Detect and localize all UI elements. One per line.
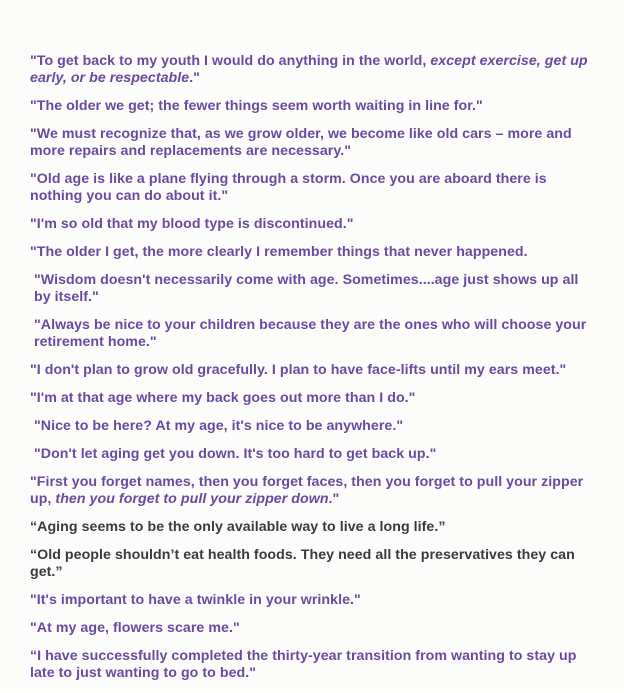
quote-text: "The older I get, the more clearly I remember things that never happened. [30, 244, 528, 260]
quote-text: "I'm at that age where my back goes out more than I do." [30, 390, 416, 406]
quote-item [30, 53, 596, 87]
quote-text: "I don't plan to grow old gracefully. I plan to have face-lifts until my ears meet." [30, 362, 567, 378]
quote-text: "Nice to be here? At my age, it's nice to be anywhere." [34, 418, 404, 434]
quote-item [30, 592, 596, 609]
quote-text: “Aging seems to be the only available way to live a long life.” [30, 519, 446, 535]
quote-text: “Old people shouldn’t eat health foods. They need all the preservatives they can get.” [30, 547, 575, 580]
quote-item [30, 418, 596, 435]
quote-item [30, 171, 596, 205]
quote-item [30, 620, 596, 637]
quote-text: "First you forget names, then you forget faces, then you forget to pull your zipper up, [30, 474, 584, 507]
quote-item [30, 98, 596, 115]
quote-text: "At my age, flowers scare me." [30, 620, 240, 636]
quote-text: "To get back to my youth I would do anything in the world, [30, 53, 431, 69]
quote-tail: ." [328, 491, 340, 507]
quote-text: "Old age is like a plane flying through a storm. Once you are aboard there is nothing you can do about it." [30, 171, 547, 204]
quote-text: "Wisdom doesn't necessarily come with age. Sometimes....age just shows up all by itself." [34, 272, 579, 305]
quote-text: “I have successfully completed the thirty-year transition from wanting to stay up late to just wanting to go to bed." [30, 648, 577, 681]
quote-italic-text: except exercise, get up early, or be respectable [30, 53, 588, 86]
quote-text: "It's important to have a twinkle in your wrinkle." [30, 592, 361, 608]
quote-tail: ." [189, 70, 200, 86]
quote-item [30, 547, 596, 581]
quote-item [30, 126, 596, 160]
quote-item [30, 446, 596, 463]
quote-item [30, 244, 596, 261]
quote-item [30, 390, 596, 407]
quote-item [30, 272, 596, 306]
quote-item [30, 648, 596, 682]
quote-list [30, 53, 596, 693]
quote-text: "We must recognize that, as we grow older, we become like old cars – more and more repairs and replacements are necessary." [30, 126, 572, 159]
quote-text: "I'm so old that my blood type is discontinued." [30, 216, 354, 232]
quote-text: "Don't let aging get you down. It's too hard to get back up." [34, 446, 437, 462]
quote-item [30, 519, 596, 536]
quote-item [30, 474, 596, 508]
quote-text: "The older we get; the fewer things seem worth waiting in line for." [30, 98, 483, 114]
quote-item [30, 216, 596, 233]
quote-text: "Always be nice to your children because they are the ones who will choose your retirement home." [34, 317, 587, 350]
quote-italic-text: then you forget to pull your zipper down [55, 491, 329, 507]
quote-item [30, 317, 596, 351]
quote-item [30, 362, 596, 379]
